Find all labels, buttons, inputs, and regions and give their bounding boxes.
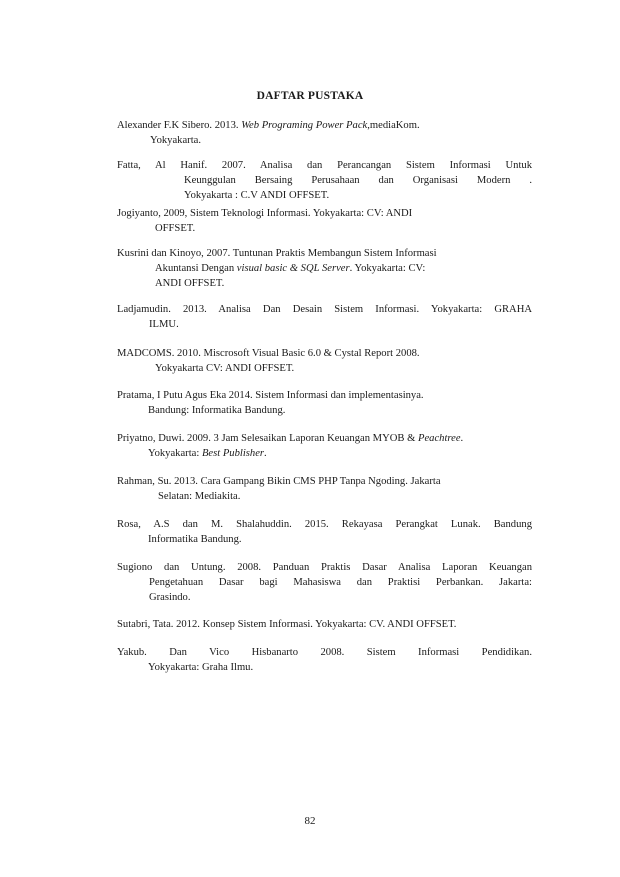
reference-text: Jogiyanto, 2009, Sistem Teknologi Informasi. Yokyakarta: CV: ANDI <box>117 208 413 219</box>
reference-line <box>117 246 532 261</box>
reference-line <box>117 388 532 403</box>
reference-text: Fatta, Al Hanif. 2007. Analisa dan Perancangan Sistem Informasi Untuk <box>117 160 532 171</box>
reference-text: Grasindo. <box>149 592 191 603</box>
italic-title-text: visual basic & SQL Server <box>236 263 350 274</box>
reference-line <box>117 590 532 605</box>
reference-text: Yokyakarta : C.V ANDI OFFSET. <box>184 190 330 201</box>
reference-line <box>117 317 532 332</box>
page-title: DAFTAR PUSTAKA <box>256 90 364 102</box>
reference-text: Yokyakarta: <box>148 448 202 459</box>
reference-text: ,mediaKom. <box>367 120 420 131</box>
reference-text: . <box>460 433 464 444</box>
reference-entry <box>117 206 532 236</box>
page-number: 82 <box>304 815 316 827</box>
reference-line <box>117 660 532 675</box>
reference-line <box>117 431 532 446</box>
reference-entry <box>117 517 532 547</box>
reference-line <box>117 517 532 532</box>
reference-text: Selatan: Mediakita. <box>158 491 241 502</box>
reference-line <box>117 188 532 203</box>
italic-title-text: Web Programing Power Pack <box>241 120 368 131</box>
reference-text: MADCOMS. 2010. Miscrosoft Visual Basic 6.0 & Cystal Report 2008. <box>117 348 420 359</box>
reference-text: Sutabri, Tata. 2012. Konsep Sistem Informasi. Yokyakarta: CV. ANDI OFFSET. <box>117 619 457 630</box>
reference-text: Akuntansi Dengan <box>155 263 237 274</box>
reference-line <box>117 206 532 221</box>
reference-entry <box>117 388 532 418</box>
reference-line <box>117 617 532 632</box>
reference-text: Keunggulan Bersaing Perusahaan dan Organisasi Modern . <box>184 175 532 186</box>
reference-line <box>117 261 532 276</box>
reference-text: . <box>264 448 267 459</box>
reference-text: . Yokyakarta: CV: <box>349 263 426 274</box>
reference-entry <box>117 118 532 148</box>
reference-entry <box>117 560 532 605</box>
reference-line <box>117 474 532 489</box>
reference-entry <box>117 617 532 632</box>
reference-text: ANDI OFFSET. <box>155 278 225 289</box>
reference-entry <box>117 645 532 675</box>
reference-line <box>117 118 532 133</box>
reference-line <box>117 158 532 173</box>
reference-line <box>117 446 532 461</box>
reference-line <box>117 276 532 291</box>
reference-entry <box>117 158 532 203</box>
reference-text: Pratama, I Putu Agus Eka 2014. Sistem Informasi dan implementasinya. <box>117 390 424 401</box>
reference-text: Alexander F.K Sibero. 2013. <box>117 120 242 131</box>
reference-text: Sugiono dan Untung. 2008. Panduan Praktis Dasar Analisa Laporan Keuangan <box>117 562 532 573</box>
reference-line <box>117 403 532 418</box>
reference-text: Yokyakarta CV: ANDI OFFSET. <box>155 363 295 374</box>
reference-entry <box>117 474 532 504</box>
reference-text: Yakub. Dan Vico Hisbanarto 2008. Sistem Informasi Pendidikan. <box>117 647 532 658</box>
reference-line <box>117 346 532 361</box>
reference-text: Informatika Bandung. <box>148 534 242 545</box>
reference-text: Yokyakarta. <box>150 135 202 146</box>
reference-line <box>117 361 532 376</box>
reference-text: ILMU. <box>149 319 179 330</box>
reference-line <box>117 133 532 148</box>
italic-title-text: Peachtree <box>418 433 461 444</box>
reference-line <box>117 173 532 188</box>
reference-line <box>117 489 532 504</box>
reference-text: Ladjamudin. 2013. Analisa Dan Desain Sistem Informasi. Yokyakarta: GRAHA <box>117 304 532 315</box>
reference-text: Priyatno, Duwi. 2009. 3 Jam Selesaikan Laporan Keuangan MYOB & <box>117 433 418 444</box>
reference-text: Yokyakarta: Graha Ilmu. <box>148 662 254 673</box>
reference-text: Kusrini dan Kinoyo, 2007. Tuntunan Praktis Membangun Sistem Informasi <box>117 248 437 259</box>
reference-entry <box>117 302 532 332</box>
reference-text: OFFSET. <box>155 223 196 234</box>
reference-text: Rahman, Su. 2013. Cara Gampang Bikin CMS PHP Tanpa Ngoding. Jakarta <box>117 476 441 487</box>
reference-entry <box>117 346 532 376</box>
reference-line <box>117 532 532 547</box>
reference-text: Rosa, A.S dan M. Shalahuddin. 2015. Rekayasa Perangkat Lunak. Bandung <box>117 519 532 530</box>
reference-line <box>117 221 532 236</box>
reference-line <box>117 560 532 575</box>
reference-line <box>117 302 532 317</box>
reference-text: Bandung: Informatika Bandung. <box>148 405 286 416</box>
reference-line <box>117 645 532 660</box>
reference-line <box>117 575 532 590</box>
reference-entry <box>117 246 532 291</box>
italic-title-text: Best Publisher <box>201 448 265 459</box>
reference-text: Pengetahuan Dasar bagi Mahasiswa dan Praktisi Perbankan. Jakarta: <box>149 577 532 588</box>
reference-entry <box>117 431 532 461</box>
